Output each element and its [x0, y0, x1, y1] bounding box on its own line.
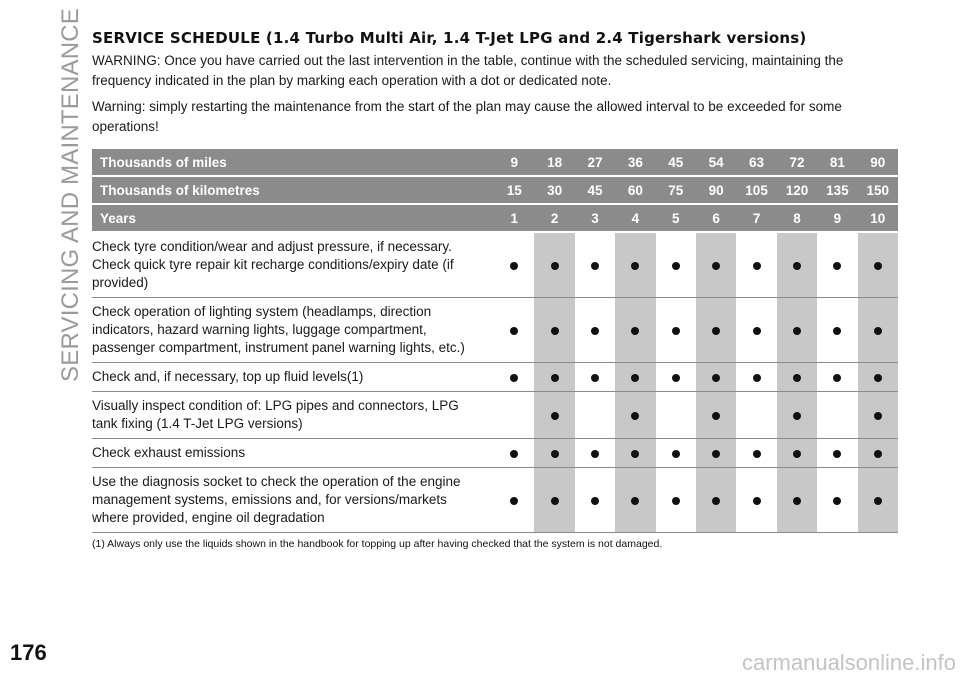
scheduled-dot-icon: [793, 374, 801, 382]
page-content: [92, 30, 898, 550]
schedule-cell: [656, 363, 696, 392]
scheduled-dot-icon: [833, 327, 841, 335]
scheduled-dot-icon: [833, 262, 841, 270]
schedule-cell: [858, 439, 898, 468]
scheduled-dot-icon: [551, 327, 559, 335]
interval-value: 63: [736, 149, 776, 176]
header-row: [92, 176, 898, 204]
scheduled-dot-icon: [874, 327, 882, 335]
scheduled-dot-icon: [753, 450, 761, 458]
schedule-cell: [817, 232, 857, 298]
interval-value: 1: [494, 204, 534, 232]
schedule-cell: [777, 363, 817, 392]
schedule-cell: [817, 392, 857, 439]
scheduled-dot-icon: [591, 497, 599, 505]
scheduled-dot-icon: [793, 327, 801, 335]
scheduled-dot-icon: [551, 450, 559, 458]
scheduled-dot-icon: [712, 374, 720, 382]
schedule-cell: [615, 298, 655, 363]
header-row: [92, 204, 898, 232]
schedule-cell: [615, 468, 655, 533]
interval-value: 72: [777, 149, 817, 176]
schedule-cell: [696, 392, 736, 439]
schedule-cell: [494, 439, 534, 468]
scheduled-dot-icon: [591, 327, 599, 335]
schedule-cell: [494, 232, 534, 298]
interval-value: 75: [656, 176, 696, 204]
interval-value: 2: [534, 204, 574, 232]
scheduled-dot-icon: [753, 262, 761, 270]
interval-value: 5: [656, 204, 696, 232]
schedule-cell: [534, 468, 574, 533]
page-title: SERVICE SCHEDULE (1.4 Turbo Multi Air, 1.4 T-Jet LPG and 2.4 Tigershark versions): [92, 29, 807, 47]
schedule-cell: [575, 468, 615, 533]
interval-value: 45: [656, 149, 696, 176]
schedule-cell: [777, 468, 817, 533]
schedule-cell: [494, 468, 534, 533]
scheduled-dot-icon: [672, 262, 680, 270]
interval-value: 150: [858, 176, 898, 204]
scheduled-dot-icon: [510, 450, 518, 458]
scheduled-dot-icon: [551, 497, 559, 505]
scheduled-dot-icon: [712, 327, 720, 335]
interval-value: 81: [817, 149, 857, 176]
schedule-cell: [656, 439, 696, 468]
interval-value: 30: [534, 176, 574, 204]
scheduled-dot-icon: [591, 374, 599, 382]
schedule-cell: [534, 392, 574, 439]
schedule-cell: [494, 298, 534, 363]
operation-description: Check tyre condition/wear and adjust pressure, if necessary. Check quick tyre repair kit recharge conditions/expiry date (if provided): [92, 239, 454, 290]
schedule-cell: [696, 232, 736, 298]
schedule-cell: [534, 363, 574, 392]
header-row-label: Years: [92, 204, 494, 232]
interval-value: 120: [777, 176, 817, 204]
interval-value: 135: [817, 176, 857, 204]
schedule-cell: [534, 232, 574, 298]
scheduled-dot-icon: [753, 374, 761, 382]
schedule-cell: [615, 439, 655, 468]
scheduled-dot-icon: [833, 374, 841, 382]
schedule-cell: [736, 468, 776, 533]
scheduled-dot-icon: [874, 450, 882, 458]
scheduled-dot-icon: [631, 497, 639, 505]
schedule-cell: [656, 298, 696, 363]
scheduled-dot-icon: [551, 262, 559, 270]
schedule-cell: [817, 363, 857, 392]
operation-row: [92, 439, 898, 468]
interval-value: 27: [575, 149, 615, 176]
schedule-cell: [575, 298, 615, 363]
schedule-cell: [736, 439, 776, 468]
header-row-label: Thousands of kilometres: [92, 176, 494, 204]
interval-value: 18: [534, 149, 574, 176]
interval-value: 15: [494, 176, 534, 204]
schedule-cell: [777, 392, 817, 439]
operation-description: Check and, if necessary, top up fluid levels(1): [92, 369, 364, 384]
scheduled-dot-icon: [631, 374, 639, 382]
schedule-cell: [575, 392, 615, 439]
schedule-cell: [615, 363, 655, 392]
interval-value: 8: [777, 204, 817, 232]
schedule-cell: [858, 468, 898, 533]
schedule-cell: [696, 363, 736, 392]
warning-paragraph-1: WARNING: Once you have carried out the last intervention in the table, continue with the scheduled servicing, maintaining the frequency indicated in the plan by marking each operation with a dot or dedicated note.: [92, 53, 844, 88]
schedule-cell: [534, 439, 574, 468]
schedule-cell: [656, 232, 696, 298]
scheduled-dot-icon: [874, 497, 882, 505]
schedule-cell: [575, 232, 615, 298]
schedule-cell: [817, 298, 857, 363]
interval-value: 4: [615, 204, 655, 232]
schedule-cell: [858, 392, 898, 439]
schedule-cell: [575, 439, 615, 468]
scheduled-dot-icon: [591, 262, 599, 270]
schedule-cell: [696, 468, 736, 533]
schedule-cell: [858, 298, 898, 363]
scheduled-dot-icon: [712, 497, 720, 505]
scheduled-dot-icon: [793, 450, 801, 458]
scheduled-dot-icon: [712, 262, 720, 270]
section-side-tab-label: SERVICING AND MAINTENANCE: [57, 8, 85, 382]
schedule-cell: [736, 363, 776, 392]
page-number: 176: [10, 640, 47, 665]
schedule-cell: [696, 439, 736, 468]
schedule-cell: [615, 232, 655, 298]
interval-value: 45: [575, 176, 615, 204]
scheduled-dot-icon: [753, 327, 761, 335]
operation-row: [92, 232, 898, 298]
scheduled-dot-icon: [631, 262, 639, 270]
schedule-cell: [777, 298, 817, 363]
schedule-cell: [656, 392, 696, 439]
scheduled-dot-icon: [793, 262, 801, 270]
schedule-cell: [575, 363, 615, 392]
schedule-cell: [736, 232, 776, 298]
operation-row: [92, 298, 898, 363]
scheduled-dot-icon: [551, 412, 559, 420]
watermark: carmanualsonline.info: [741, 650, 956, 675]
scheduled-dot-icon: [874, 412, 882, 420]
interval-value: 3: [575, 204, 615, 232]
schedule-cell: [777, 232, 817, 298]
interval-value: 90: [696, 176, 736, 204]
interval-value: 90: [858, 149, 898, 176]
schedule-cell: [696, 298, 736, 363]
scheduled-dot-icon: [672, 374, 680, 382]
scheduled-dot-icon: [591, 450, 599, 458]
interval-value: 60: [615, 176, 655, 204]
service-schedule-table: [92, 149, 898, 533]
interval-value: 9: [817, 204, 857, 232]
header-row: [92, 149, 898, 176]
operation-row: [92, 363, 898, 392]
scheduled-dot-icon: [874, 262, 882, 270]
schedule-cell: [615, 392, 655, 439]
interval-value: 9: [494, 149, 534, 176]
schedule-cell: [736, 298, 776, 363]
operation-description: Check exhaust emissions: [92, 445, 246, 460]
scheduled-dot-icon: [833, 450, 841, 458]
operation-description: Use the diagnosis socket to check the operation of the engine management systems, emissions and, for versions/markets where provided, engine oil degradation: [92, 474, 461, 525]
header-row-label: Thousands of miles: [92, 149, 494, 176]
scheduled-dot-icon: [793, 412, 801, 420]
schedule-cell: [736, 392, 776, 439]
scheduled-dot-icon: [672, 327, 680, 335]
operation-row: [92, 392, 898, 439]
scheduled-dot-icon: [874, 374, 882, 382]
interval-value: 7: [736, 204, 776, 232]
interval-value: 6: [696, 204, 736, 232]
scheduled-dot-icon: [510, 497, 518, 505]
scheduled-dot-icon: [510, 327, 518, 335]
scheduled-dot-icon: [672, 497, 680, 505]
scheduled-dot-icon: [631, 327, 639, 335]
warning-paragraph-2: Warning: simply restarting the maintenance from the start of the plan may cause the allowed interval to be exceeded for some operations!: [92, 99, 842, 134]
interval-value: 54: [696, 149, 736, 176]
scheduled-dot-icon: [631, 412, 639, 420]
scheduled-dot-icon: [793, 497, 801, 505]
schedule-cell: [858, 232, 898, 298]
scheduled-dot-icon: [753, 497, 761, 505]
operation-description: Check operation of lighting system (headlamps, direction indicators, hazard warning lights, luggage compartment, passenger compartment, instrument panel warning lights, etc.): [92, 304, 465, 355]
section-side-tab: [57, 8, 85, 382]
schedule-cell: [494, 392, 534, 439]
footnote: (1) Always only use the liquids shown in the handbook for topping up after having checked that the system is not damaged.: [92, 538, 663, 550]
scheduled-dot-icon: [712, 450, 720, 458]
schedule-cell: [777, 439, 817, 468]
operation-row: [92, 468, 898, 533]
scheduled-dot-icon: [631, 450, 639, 458]
schedule-cell: [656, 468, 696, 533]
scheduled-dot-icon: [510, 262, 518, 270]
schedule-cell: [817, 468, 857, 533]
scheduled-dot-icon: [551, 374, 559, 382]
operation-description: Visually inspect condition of: LPG pipes and connectors, LPG tank fixing (1.4 T-Jet LPG versions): [92, 398, 459, 431]
schedule-cell: [534, 298, 574, 363]
scheduled-dot-icon: [672, 450, 680, 458]
schedule-cell: [494, 363, 534, 392]
interval-value: 10: [858, 204, 898, 232]
interval-value: 105: [736, 176, 776, 204]
scheduled-dot-icon: [510, 374, 518, 382]
scheduled-dot-icon: [712, 412, 720, 420]
scheduled-dot-icon: [833, 497, 841, 505]
schedule-cell: [858, 363, 898, 392]
schedule-cell: [817, 439, 857, 468]
interval-value: 36: [615, 149, 655, 176]
